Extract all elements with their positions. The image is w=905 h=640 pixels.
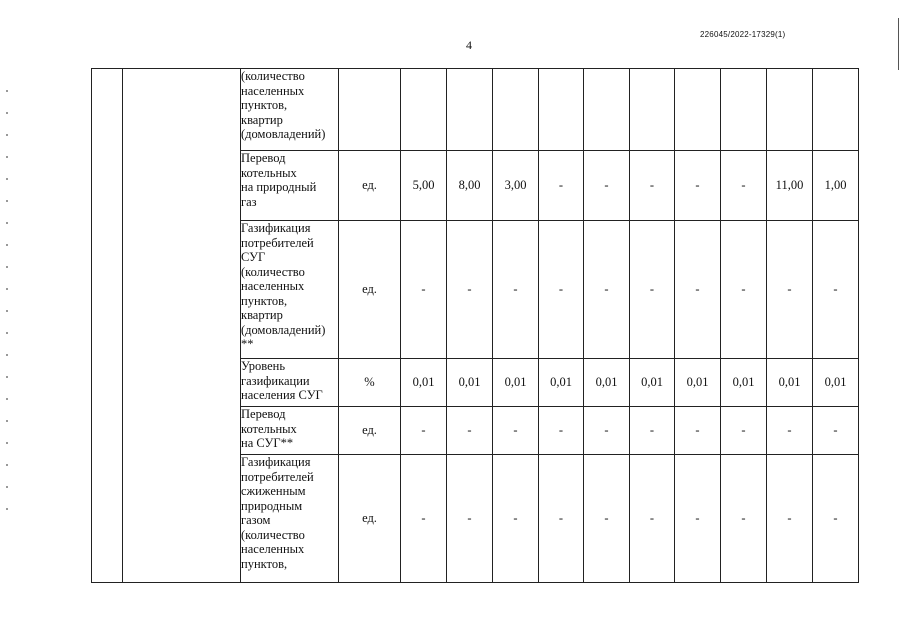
- unit-cell: ед.: [339, 221, 401, 359]
- value-cell: [539, 69, 584, 151]
- value-cell: -: [675, 151, 721, 221]
- value-cell: -: [813, 407, 859, 455]
- value-cell: -: [584, 151, 630, 221]
- value-cell: 11,00: [767, 151, 813, 221]
- value-cell: -: [401, 407, 447, 455]
- value-cell: 0,01: [813, 359, 859, 407]
- value-cell: -: [539, 221, 584, 359]
- page-number: 4: [466, 38, 472, 52]
- indicator-cell: (количество населенных пунктов, квартир (домовладений): [241, 69, 339, 151]
- value-cell: -: [721, 407, 767, 455]
- value-cell: [630, 69, 675, 151]
- value-cell: 0,01: [539, 359, 584, 407]
- value-cell: 5,00: [401, 151, 447, 221]
- unit-cell: ед.: [339, 455, 401, 583]
- unit-cell: %: [339, 359, 401, 407]
- value-cell: -: [493, 407, 539, 455]
- value-cell: 0,01: [721, 359, 767, 407]
- value-cell: -: [539, 151, 584, 221]
- number-column-cell: [92, 69, 123, 583]
- value-cell: -: [447, 407, 493, 455]
- indicator-cell: Перевод котельных на СУГ**: [241, 407, 339, 455]
- document-id: 226045/2022-17329(1): [700, 30, 786, 39]
- binding-marks: [6, 90, 8, 530]
- value-cell: 0,01: [767, 359, 813, 407]
- value-cell: [813, 69, 859, 151]
- value-cell: -: [630, 455, 675, 583]
- value-cell: -: [767, 407, 813, 455]
- value-cell: -: [584, 455, 630, 583]
- value-cell: [721, 69, 767, 151]
- value-cell: 3,00: [493, 151, 539, 221]
- value-cell: -: [584, 221, 630, 359]
- unit-cell: ед.: [339, 407, 401, 455]
- value-cell: -: [401, 455, 447, 583]
- value-cell: [447, 69, 493, 151]
- unit-cell: [339, 69, 401, 151]
- value-cell: -: [630, 151, 675, 221]
- name-column-cell: [123, 69, 241, 583]
- value-cell: -: [539, 407, 584, 455]
- unit-cell: ед.: [339, 151, 401, 221]
- value-cell: 0,01: [447, 359, 493, 407]
- value-cell: -: [401, 221, 447, 359]
- value-cell: -: [447, 455, 493, 583]
- value-cell: 0,01: [584, 359, 630, 407]
- indicator-cell: Газификация потребителей СУГ (количество населенных пунктов, квартир (домовладений) **: [241, 221, 339, 359]
- value-cell: 1,00: [813, 151, 859, 221]
- value-cell: -: [675, 455, 721, 583]
- value-cell: 0,01: [401, 359, 447, 407]
- value-cell: -: [675, 407, 721, 455]
- value-cell: -: [767, 221, 813, 359]
- value-cell: -: [813, 455, 859, 583]
- value-cell: [767, 69, 813, 151]
- value-cell: -: [630, 407, 675, 455]
- value-cell: -: [584, 407, 630, 455]
- table-row: [92, 69, 859, 151]
- value-cell: -: [630, 221, 675, 359]
- value-cell: [401, 69, 447, 151]
- value-cell: -: [721, 151, 767, 221]
- value-cell: [493, 69, 539, 151]
- value-cell: 0,01: [675, 359, 721, 407]
- margin-rule: [898, 18, 899, 70]
- indicator-cell: Газификация потребителей сжиженным природным газом (количество населенных пунктов,: [241, 455, 339, 583]
- value-cell: 8,00: [447, 151, 493, 221]
- value-cell: -: [767, 455, 813, 583]
- value-cell: -: [447, 221, 493, 359]
- value-cell: [675, 69, 721, 151]
- gasification-table: [91, 68, 859, 583]
- value-cell: -: [493, 221, 539, 359]
- indicator-cell: Уровень газификации населения СУГ: [241, 359, 339, 407]
- value-cell: 0,01: [630, 359, 675, 407]
- value-cell: [584, 69, 630, 151]
- value-cell: 0,01: [493, 359, 539, 407]
- value-cell: -: [675, 221, 721, 359]
- value-cell: -: [539, 455, 584, 583]
- indicator-cell: Перевод котельных на природный газ: [241, 151, 339, 221]
- value-cell: -: [493, 455, 539, 583]
- value-cell: -: [721, 455, 767, 583]
- value-cell: -: [813, 221, 859, 359]
- value-cell: -: [721, 221, 767, 359]
